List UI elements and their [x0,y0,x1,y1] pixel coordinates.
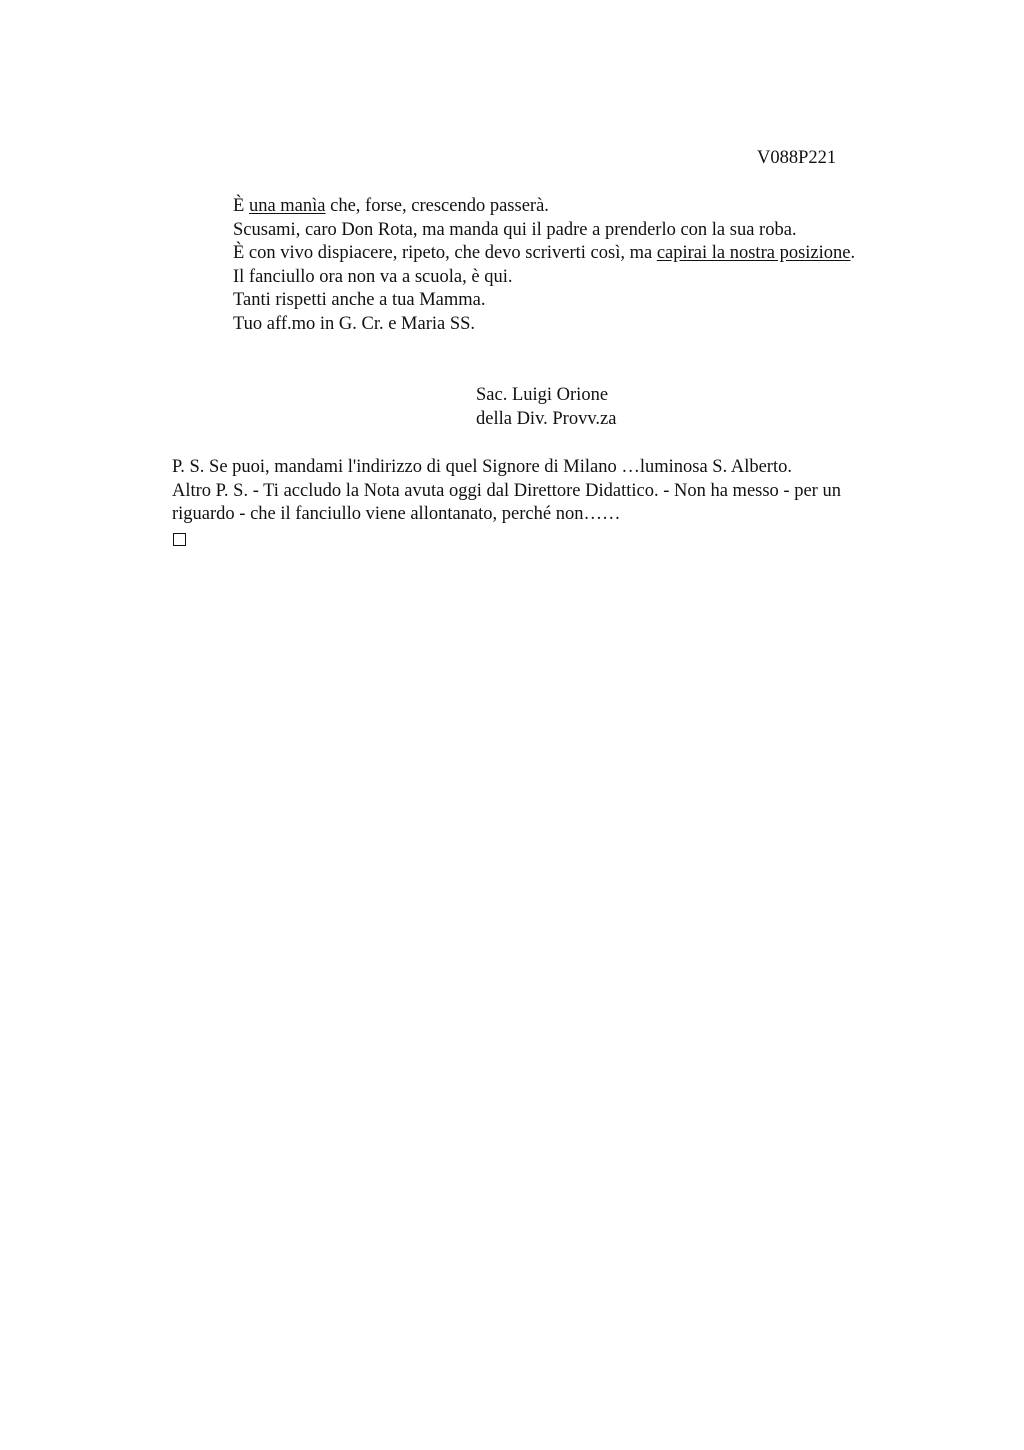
signature-block [476,384,616,431]
letter-body [233,195,993,337]
postscript-block [172,456,952,546]
signature-title: della Div. Provv.za [476,408,617,429]
body-line-3-prefix: È con vivo dispiacere, ripeto, che devo scriverti così, ma [233,243,657,264]
underlined-phrase-mania: una manìa [248,196,326,216]
postscript-1: P. S. Se puoi, mandami l'indirizzo di quel Signore di Milano …luminosa S. Alberto. [172,457,792,477]
body-line-2: Scusami, caro Don Rota, ma manda qui il padre a prenderlo con la sua roba. [233,219,797,240]
body-line-3 [233,242,993,266]
body-line-1 [233,195,993,219]
empty-box-icon [173,533,186,546]
body-line-4: Il fanciullo ora non va a scuola, è qui. [233,266,513,287]
body-line-1-prefix: È [233,196,249,216]
postscript-2-line-2: riguardo - che il fanciullo viene allontanato, perché non…… [172,504,621,525]
body-line-6: Tuo aff.mo in G. Cr. e Maria SS. [233,313,476,334]
body-line-3-suffix: . [850,243,856,264]
postscript-2-line-1: Altro P. S. - Ti accludo la Nota avuta oggi dal Direttore Didattico. - Non ha messo - per un [172,480,841,501]
body-line-5: Tanti rispetti anche a tua Mamma. [233,290,486,311]
signature-name: Sac. Luigi Orione [476,385,609,405]
page-reference: V088P221 [757,148,837,168]
body-line-1-suffix: che, forse, crescendo passerà. [325,196,549,216]
underlined-phrase-posizione: capirai la nostra posizione [656,243,851,264]
